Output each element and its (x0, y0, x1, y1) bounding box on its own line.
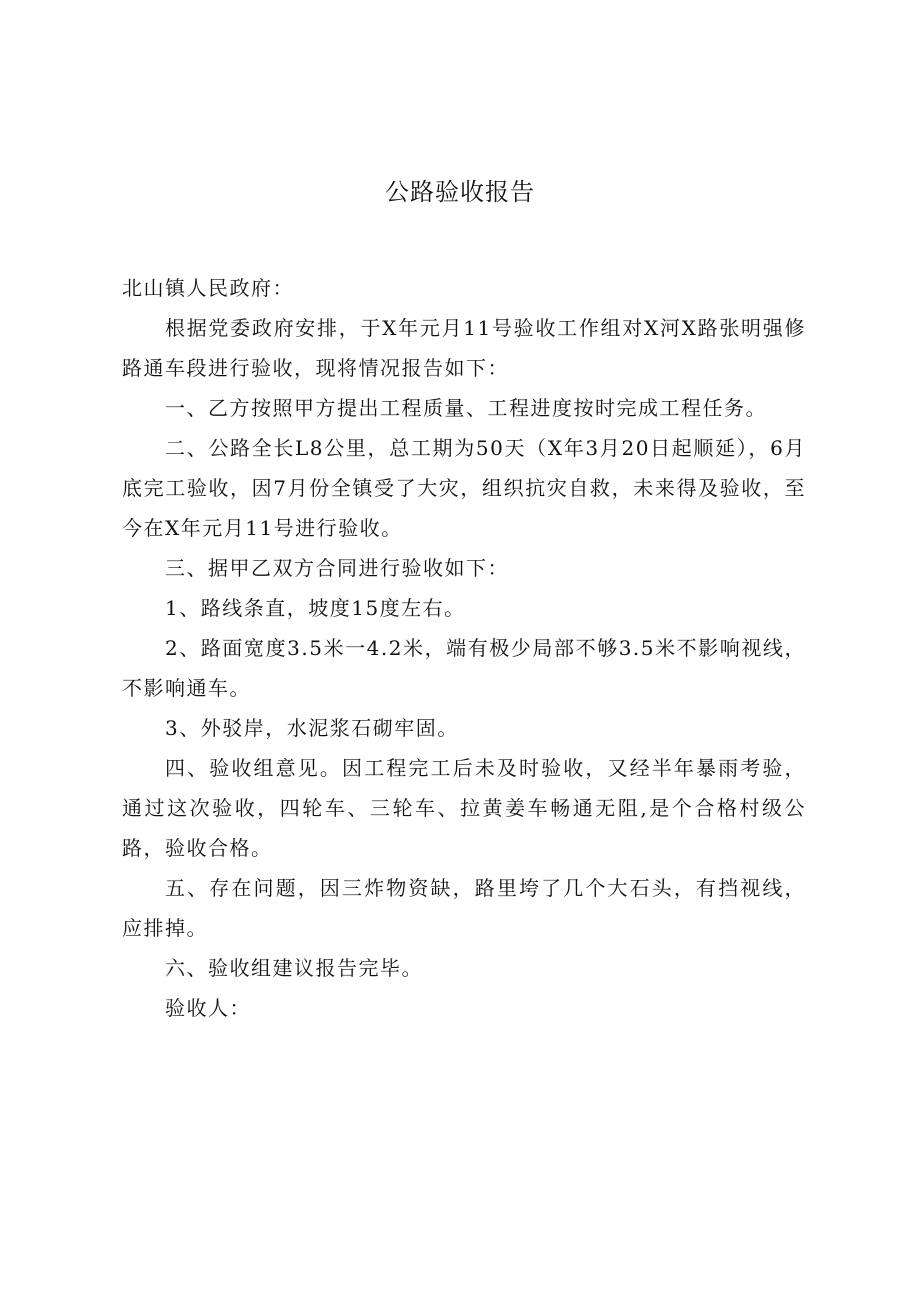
paragraph-section-5: 五、存在问题，因三炸物资缺，路里垮了几个大石头，有挡视线，应排掉。 (122, 876, 806, 940)
salutation: 北山镇人民政府： (122, 276, 294, 300)
paragraph-section-3: 三、据甲乙双方合同进行验收如下： (165, 556, 509, 580)
document-body (122, 268, 806, 1028)
paragraph-section-2: 二、公路全长L8公里，总工期为50天（X年3月20日起顺延），6月底完工验收，因7月份全镇受了大灾，组织抗灾自救，未来得及验收，至今在X年元月11号进行验收。 (122, 436, 806, 540)
paragraph-item-1: 1、路线条直，坡度15度左右。 (165, 596, 466, 620)
paragraph-section-6: 六、验收组建议报告完毕。 (165, 956, 423, 980)
paragraph-intro: 根据党委政府安排，于X年元月11号验收工作组对X河X路张明强修路通车段进行验收，现将情况报告如下： (122, 316, 806, 380)
inspector-signature-label: 验收人： (165, 996, 251, 1020)
paragraph-item-3: 3、外驳岸，水泥浆石砌牢固。 (165, 716, 459, 740)
paragraph-item-2: 2、路面宽度3.5米一4.2米，端有极少局部不够3.5米不影响视线，不影响通车。 (122, 636, 806, 700)
paragraph-section-1: 一、乙方按照甲方提出工程质量、工程进度按时完成工程任务。 (165, 396, 767, 420)
paragraph-section-4: 四、验收组意见。因工程完工后未及时验收，又经半年暴雨考验，通过这次验收，四轮车、三轮车、拉黄姜车畅通无阻,是个合格村级公路，验收合格。 (122, 756, 806, 860)
document-title: 公路验收报告 (385, 178, 535, 206)
